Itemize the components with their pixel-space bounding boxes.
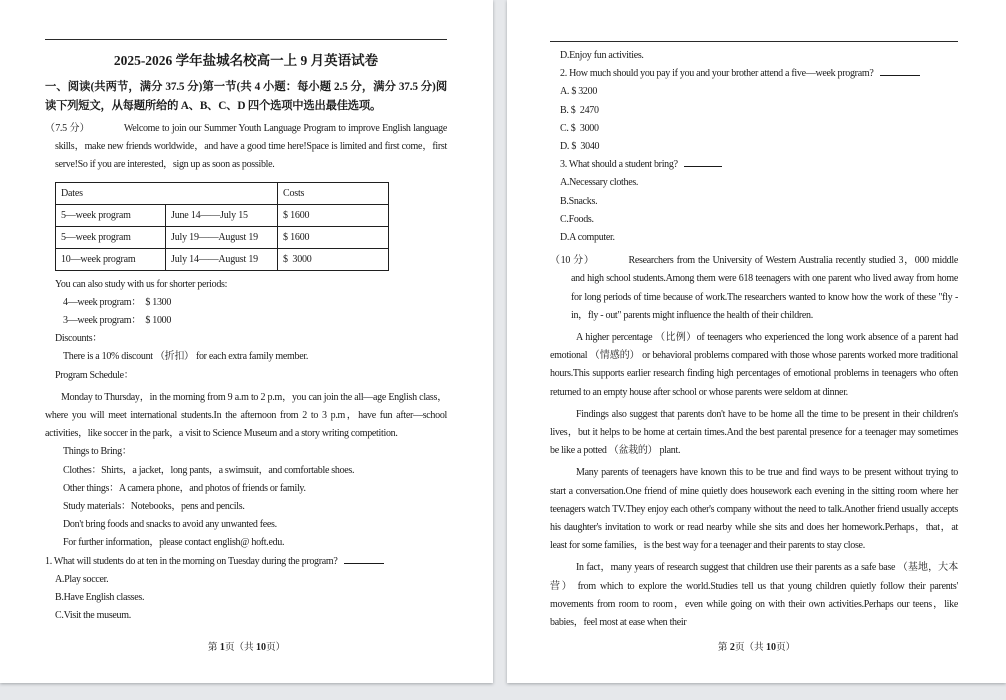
question-3-text: 3. What should a student bring? <box>560 159 680 171</box>
things-to-bring-heading: Things to Bring： <box>63 446 132 458</box>
question-1 <box>45 553 447 571</box>
cell-program: 10—week program <box>56 248 166 270</box>
discounts-heading: Discounts： <box>55 333 103 345</box>
schedule-paragraph: Monday to Thursday，in the morning from 9 a.m to 2 p.m，you can join the all—age English class，where you will meet international students.In the afternoon from 2 to 3 p.m，have fun after—school activities，like soccer in the park，a visit to Science Museum and a story writing competition. <box>45 391 447 440</box>
cell-dates: June 14——July 15 <box>166 204 278 226</box>
cell-cost: $ 1600 <box>278 226 389 248</box>
exam-page-2 <box>507 0 1006 683</box>
page-footer <box>507 639 1006 653</box>
passage-2-paragraph: In fact，many years of research suggest that children use their parents as a safe base （基地，大本营） from which to explore the world.Studies tell us that young children quietly follow their parents' movements from room to room，even while going on with their own activities.Perhaps our teens，like babies，feel most at ease when their <box>550 562 958 629</box>
exam-title: 2025-2026 学年盐城名校高一上 9 月英语试卷 <box>113 53 379 68</box>
footer-text: 第 <box>207 642 220 653</box>
passage-2-paragraph: Findings also suggest that parents don't have to be home all the time to be present in their children's lives，but it helps to be home at certain times.And the best parental presence for a teenager may sometimes be like a potted （盆栽的） plant. <box>550 408 958 457</box>
question-2-option-c: C. $ 3000 <box>560 122 599 134</box>
table-header-row <box>56 182 389 204</box>
cell-program: 5—week program <box>56 204 166 226</box>
cell-dates: July 14——August 19 <box>166 248 278 270</box>
contact-line: For further information，please contact english@ hoft.edu. <box>63 537 285 549</box>
passage-1-score: （7.5 分） <box>45 123 90 134</box>
section-heading: 一、阅读(共两节，满分 37.5 分)第一节(共 4 小题：每小题 2.5 分，满分 37.5 分)阅读下列短文，从每题所给的 A、B、C、D 四个选项中选出最佳选项。 <box>45 81 447 112</box>
discount-detail-line: There is a 10% discount （折扣） for each extra family member. <box>63 351 309 363</box>
no-food-line: Don't bring foods and snacks to avoid any unwanted fees. <box>63 519 277 531</box>
shorter-periods-line: You can also study with us for shorter periods: <box>55 278 228 290</box>
footer-text: 页） <box>776 642 796 653</box>
question-3-option-c: C.Foods. <box>560 213 594 225</box>
question-2-option-b: B. $ 2470 <box>560 104 599 116</box>
table-row <box>56 204 389 226</box>
question-2-text: 2. How much should you pay if you and your brother attend a five—week program? <box>560 68 876 80</box>
exam-page-1 <box>0 0 493 683</box>
other-things-line: Other things：A camera phone，and photos of friends or family. <box>63 482 306 494</box>
cell-cost: $ 1600 <box>278 204 389 226</box>
question-1-option-d: D.Enjoy fun activities. <box>560 50 644 61</box>
study-materials-line: Study materials：Notebooks，pens and pencils. <box>63 501 245 513</box>
question-2-option-a: A. $ 3200 <box>560 86 598 98</box>
clothes-line: Clothes：Shirts，a jacket，long pants，a swimsuit，and comfortable shoes. <box>63 464 355 476</box>
answer-blank <box>684 156 722 167</box>
question-1-text: 1. What will students do at ten in the morning on Tuesday during the program? <box>45 555 340 567</box>
question-1-option-c: C.Visit the museum. <box>55 610 131 622</box>
footer-total-pages: 10 <box>766 642 776 653</box>
answer-blank <box>344 553 384 564</box>
cell-program: 5—week program <box>56 226 166 248</box>
question-3 <box>550 156 958 174</box>
passage-2-text: Researchers from the University of Western Australia recently studied 3，000 middle and high school students.Among them were 618 teenagers with one parent who lived away from home for long periods of time because of work.The researchers wanted to know how the work of these "fly - in，fly - out" parents might influence the health of their children. <box>571 255 959 321</box>
question-3-option-d: D.A computer. <box>560 232 615 244</box>
table-row <box>56 226 389 248</box>
footer-page-number: 2 <box>729 642 735 653</box>
question-2 <box>550 65 958 83</box>
passage-1 <box>45 120 447 175</box>
header-rule <box>550 41 958 42</box>
three-week-price-line: 3—week program： $ 1000 <box>63 315 172 327</box>
four-week-price-line: 4—week program： $ 1300 <box>63 296 172 308</box>
question-3-option-a: A.Necessary clothes. <box>560 177 639 189</box>
question-1-option-b: B.Have English classes. <box>55 592 145 604</box>
program-schedule-heading: Program Schedule： <box>55 369 134 381</box>
question-3-option-b: B.Snacks. <box>560 195 598 207</box>
passage-2-paragraph: Many parents of teenagers have known this to be true and find ways to be present without trying to start a conversation.One friend of mine quietly does housework each evening in the sitting room where her teenagers watch TV.They enjoy each other's company without the need to talk.Another friend usually accepts his daughter's invitation to work or read nearby while she sits and does her homework.Perhaps，that，at least for some families，is the best way for a teenager and their parents to stay close. <box>550 467 958 552</box>
question-1-option-a: A.Play soccer. <box>55 573 109 585</box>
cell-dates: July 19——August 19 <box>166 226 278 248</box>
cell-cost: $ 3000 <box>278 248 389 270</box>
answer-blank <box>880 65 920 76</box>
header-cell-costs: Costs <box>278 182 389 204</box>
passage-2-paragraph: A higher percentage （比例）of teenagers who experienced the long work absence of a parent had emotional （情感的） or behavioral problems compared with those whose parents worked more traditional hours.This supports earlier research finding high percentages of emotional problems in teenagers who often returned to an empty house after school or whose parents were seldom at dinner. <box>550 332 958 398</box>
table-row <box>56 248 389 270</box>
passage-1-text: Welcome to join our Summer Youth Language Program to improve English language skills，make new friends worldwide，and have a good time here!Space is limited and first come，first serve!So if you are interested，sign up as soon as possible. <box>55 123 447 171</box>
footer-page-number: 1 <box>219 642 225 653</box>
footer-total-pages: 10 <box>256 642 266 653</box>
passage-2-score: （10 分） <box>550 255 595 267</box>
page-footer <box>0 639 493 653</box>
program-cost-table <box>55 182 389 271</box>
header-cell-dates: Dates <box>56 182 278 204</box>
footer-text: 页（共 <box>734 642 766 653</box>
footer-text: 页） <box>266 642 286 653</box>
footer-text: 页（共 <box>224 642 256 653</box>
passage-2 <box>550 252 958 325</box>
question-2-option-d: D. $ 3040 <box>560 141 600 153</box>
header-rule <box>45 39 447 40</box>
footer-text: 第 <box>717 642 730 653</box>
